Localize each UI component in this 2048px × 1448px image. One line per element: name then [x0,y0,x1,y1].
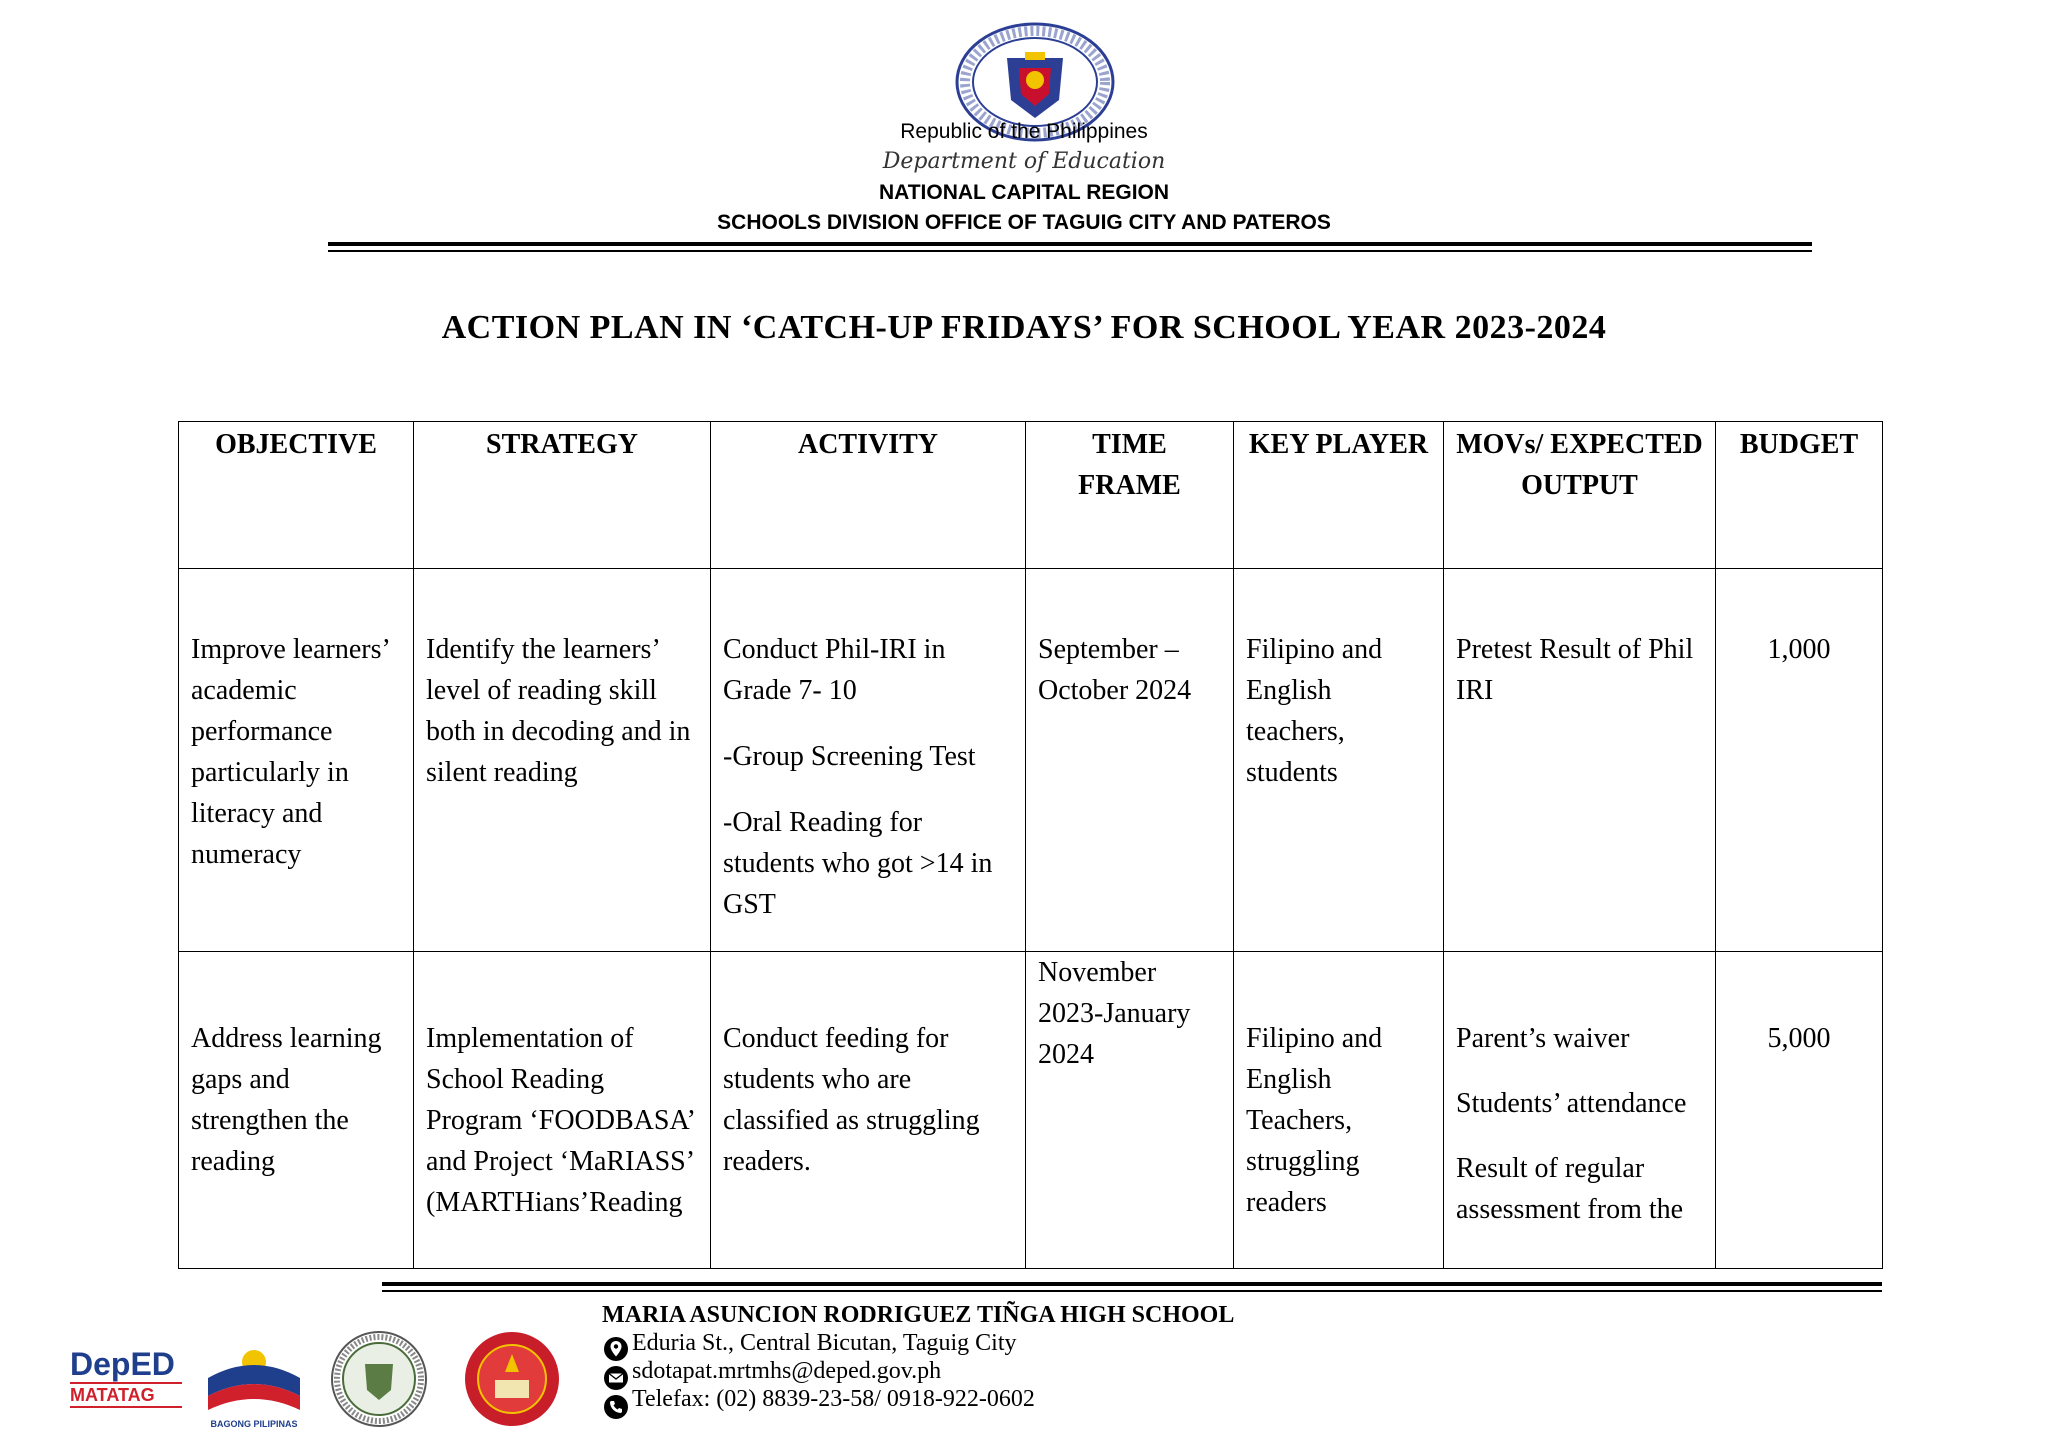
action-plan-table [178,421,1883,1269]
footer-rule-top [382,1282,1882,1286]
email-icon [603,1365,629,1391]
movs-line: Pretest Result of Phil IRI [1456,634,1694,706]
bagong-pilipinas-text: BAGONG PILIPINAS [210,1419,298,1429]
cell-movs [1444,952,1716,1269]
movs-line: Students’ attendance [1456,1088,1687,1119]
deped-matatag-logo [70,1346,182,1424]
cell-strategy: Implementation of School Reading Program ‘FOODBASA’ and Project ‘MaRIASS’ (MARTHians’Reading [414,952,711,1269]
bagong-pilipinas-logo [198,1338,310,1430]
activity-line: -Oral Reading for students who got >14 in GST [723,807,993,920]
deped-logo-text: DepED [70,1346,175,1382]
cell-strategy: Identify the learners’ level of reading skill both in decoding and in silent reading [414,569,711,952]
footer-address: Eduria St., Central Bicutan, Taguig City [632,1330,1017,1356]
cell-time-frame: November 2023-January 2024 [1026,952,1234,1269]
document-title: ACTION PLAN IN ‘CATCH-UP FRIDAYS’ FOR SCHOOL YEAR 2023-2024 [441,309,1607,346]
cell-objective: Improve learners’ academic performance particularly in literacy and numeracy [179,569,414,952]
movs-line: Parent’s waiver [1456,1023,1630,1054]
header-region: NATIONAL CAPITAL REGION [878,181,1170,204]
activity-line: -Group Screening Test [723,741,976,772]
footer-telefax: Telefax: (02) 8839-23-58/ 0918-922-0602 [632,1386,1035,1412]
footer-email: sdotapat.mrtmhs@deped.gov.ph [632,1358,942,1384]
cell-key-player: Filipino and English Teachers, struggling readers [1234,952,1444,1269]
header-department: Department of Education [882,149,1166,174]
matatag-logo-text: MATATAG [70,1382,182,1408]
table-row [179,569,1883,952]
footer-school-name: MARIA ASUNCION RODRIGUEZ TIÑGA HIGH SCHOOL [602,1302,1235,1328]
cell-objective: Address learning gaps and strengthen the reading [179,952,414,1269]
phone-icon [603,1394,629,1420]
col-header-objective: OBJECTIVE [179,422,414,569]
cell-key-player: Filipino and English teachers, students [1234,569,1444,952]
col-header-activity: ACTIVITY [711,422,1026,569]
col-header-key-player: KEY PLAYER [1234,422,1444,569]
movs-line: Result of regular assessment from the [1456,1153,1684,1225]
cell-activity [711,952,1026,1269]
col-header-budget: BUDGET [1716,422,1883,569]
location-pin-icon [603,1336,629,1362]
school-seal-logo [463,1330,561,1428]
activity-line: Conduct feeding for students who are classified as struggling readers. [723,1023,980,1177]
cell-time-frame: September – October 2024 [1026,569,1234,952]
header-rule-bottom [328,250,1812,252]
bagong-pilipinas-emblem [198,1338,310,1414]
cell-activity [711,569,1026,952]
cell-budget: 5,000 [1716,952,1883,1269]
cell-budget: 1,000 [1716,569,1883,952]
table-header-row [179,422,1883,569]
header-rule-top [328,242,1812,246]
footer-rule-bottom [382,1290,1882,1292]
cell-movs [1444,569,1716,952]
header-division: SCHOOLS DIVISION OFFICE OF TAGUIG CITY AND PATEROS [717,211,1331,234]
activity-line: Conduct Phil-IRI in Grade 7- 10 [723,634,946,706]
sdo-taguig-seal-logo [330,1330,428,1428]
col-header-strategy: STRATEGY [414,422,711,569]
header-republic: Republic of the Philippines [900,120,1148,143]
col-header-movs: MOVs/ EXPECTED OUTPUT [1444,422,1716,569]
col-header-time-frame: TIME FRAME [1026,422,1234,569]
table-row [179,952,1883,1269]
